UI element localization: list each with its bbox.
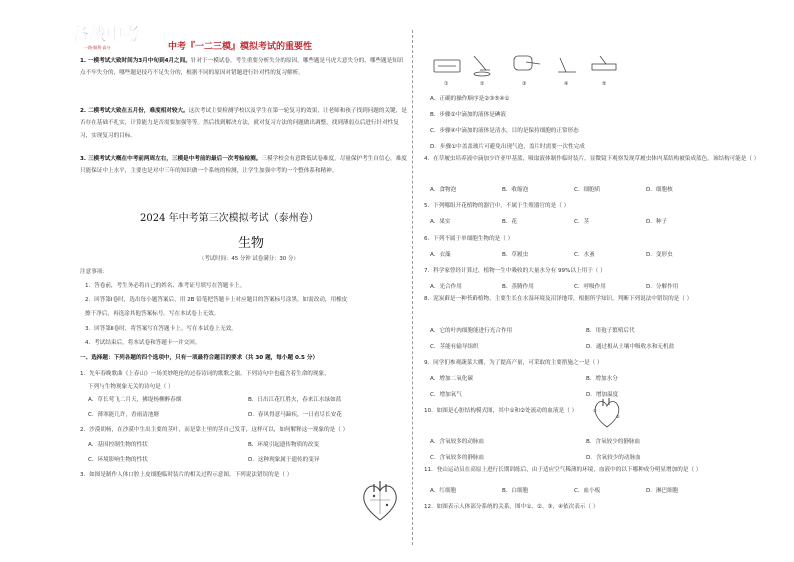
q8-option-a[interactable]: A．它的叶肉细胞能进行光合作用 [430, 328, 513, 334]
q2-option-d[interactable]: D．这种现象属于遗传的变异 [248, 457, 320, 463]
q6-option-b[interactable]: B．草履虫 [502, 252, 529, 258]
cheek-cell-steps-diagram [430, 52, 640, 88]
q1-option-b[interactable]: B．日出江花红胜火，春来江水绿如蓝 [248, 397, 342, 403]
intro-paragraph-3 [80, 153, 408, 178]
q8-option-d[interactable]: D．通过根从土壤中吸收水和无机盐 [586, 344, 675, 350]
q3-option-b[interactable]: B．步骤②中滴加的液体是碘液 [430, 112, 506, 118]
step-label-4: ④ [564, 81, 569, 87]
question-6-stem: 6．下列不属于单细胞生物的是（ ） [424, 236, 514, 242]
q2-option-b[interactable]: B．环境引起遗传物质的改变 [248, 442, 319, 448]
q7-option-c[interactable]: C．呼吸作用 [574, 284, 606, 290]
notes-heading: 注意事项： [80, 269, 108, 275]
q9-option-b[interactable]: B．增加水分 [586, 376, 618, 382]
intro-paragraph-2 [80, 105, 408, 142]
exam-info: （考试时间：45 分钟 试卷满分：30 分） [199, 256, 299, 262]
note-item: 1．答卷前，考生务必将自己的姓名、准考证号填写在答题卡上。 [85, 283, 246, 289]
question-2-stem: 2．沙漠胡杨，在沙漠中生出主要的茎叶，而是靠土里的茎自己发芽，这样可以，如何解释这一现象的是（ ） [80, 427, 349, 433]
note-item: 3．回答第Ⅱ卷时，将答案写在答题卡上。写在本试卷上无效。 [85, 326, 237, 332]
question-12-stem: 12．如图表示人体部分系统的关系，图中①、②、③、④依次表示（ ） [424, 504, 599, 510]
svg-text:①: ① [593, 408, 597, 413]
question-1-stem-cont: 下列与生物现象无关的诗句是（ ） [88, 384, 174, 390]
question-3-stem: 3．如图是制作人体口腔上皮细胞临时装片的相关过程示意图，下列说法错误的是（ ） [80, 472, 293, 478]
q9-option-a[interactable]: A．增加二氧化碳 [430, 376, 473, 382]
q1-option-d[interactable]: D．春风得意马蹄疾，一日看尽长安花 [248, 412, 342, 418]
question-9-stem: 9．同学们参观蔬菜大棚，为了提高产量，可采取的主要措施之一是（ ） [424, 360, 603, 366]
intro-text: 针对于一模试卷，考生重要分析失分的原因，哪些题是马虎大意失分的，哪些题是知识点不牢失分的，哪些题是技巧不足失分的，根据不同的原因对错题进行针对性的复习解析。 [80, 58, 404, 77]
intro-lead: 3. 三模考试大概在中考前两周左右，三模是中考前的最后一次考验检测。 [80, 156, 262, 162]
q6-option-a[interactable]: A．衣藻 [430, 252, 451, 258]
q2-option-c[interactable]: C．环境影响生物的性状 [88, 457, 148, 463]
q7-option-d[interactable]: D．分解作用 [646, 284, 679, 290]
intro-lead: 2. 二模考试大致在五月份，难度相对较大。 [80, 108, 189, 114]
column-divider [412, 30, 413, 545]
step-label-2: ② [480, 81, 485, 87]
intro-text: 三模学校会有意降低试卷难度，尽量保护考生自信心，难度只能保证中上水平，主要也是对中三年的知识做一个系统的检测，让学生加强中考的一个整体系和精神。 [80, 156, 407, 175]
q5-option-a[interactable]: A．果实 [430, 219, 451, 225]
intro-paragraph-1 [80, 55, 408, 80]
q3-option-d[interactable]: D．步骤①中盖盖玻片可避免出现气泡，盖片时需要一次性完成 [430, 144, 585, 150]
q6-option-d[interactable]: D．变形虫 [646, 252, 673, 258]
q8-option-c[interactable]: C．茎能有输导组织 [430, 344, 479, 350]
q4-option-b[interactable]: B．收缩泡 [502, 187, 529, 193]
q5-option-c[interactable]: C．茎 [574, 219, 590, 225]
step-label-5: ⑤ [602, 81, 607, 87]
step-label-3: ③ [522, 81, 527, 87]
q5-option-b[interactable]: B．花 [502, 219, 518, 225]
q3-option-a[interactable]: A．正确的操作顺序是②③⑤④① [430, 96, 510, 102]
q7-option-a[interactable]: A．光合作用 [430, 284, 462, 290]
heart-structure-diagram [590, 396, 624, 430]
q10-option-c[interactable]: C．含氧较多的静脉血 [430, 455, 485, 461]
q4-option-c[interactable]: C．细胞质 [574, 187, 601, 193]
q9-option-d[interactable]: D．增加温度 [586, 392, 619, 398]
q7-option-b[interactable]: B．蒸腾作用 [502, 284, 534, 290]
q9-option-c[interactable]: C．增加氧气 [430, 392, 462, 398]
question-1-stem: 1．先年春晚歌曲《上春山》一场美妙绝伦的过春诗词的歌歌之旅，下列诗句中也蕴含着生命的现象， [80, 371, 330, 377]
question-10-stem: 10．如图是心脏结构模式图，其中①和②处流动的血液是（ ） [424, 408, 578, 414]
q6-option-c[interactable]: C．水蚤 [574, 252, 595, 258]
q11-option-c[interactable]: C．血小板 [574, 488, 601, 494]
q10-option-d[interactable]: D．含氧较少的动脉血 [586, 455, 641, 461]
q10-option-a[interactable]: A．含氧较多的动脉血 [430, 439, 485, 445]
question-4-stem: 4．在草履虫培养液中滴加少许亚甲基蓝，吸取液体制作临时装片，显微镜下观察发现草履虫体内某结构被染成蓝色，该结构可能是（ ） [424, 156, 760, 162]
q8-option-b[interactable]: B．用孢子繁殖后代 [586, 328, 635, 334]
q1-option-a[interactable]: A．草长莺飞二月天，拂堤杨柳醉春烟 [88, 397, 182, 403]
q11-option-b[interactable]: B．白细胞 [502, 488, 529, 494]
svg-text:一路·顺利·高分: 一路·顺利·高分 [84, 45, 111, 50]
intro-lead: 1. 一模考试大致时间为3月中旬到4月之间。 [80, 58, 191, 64]
note-item: 2．回答第Ⅰ卷时，选出每小题答案后，用 2B 铅笔把答题卡上对应题目的答案标号涂黑。如需改动，用橡皮 [85, 297, 348, 303]
svg-text:②: ② [616, 414, 620, 419]
question-11-stem: 11．登山运动员在高原上进行长期训练后，由于适应空气稀薄的环境，血液中的以下哪种成分明显增加的是（ ） [424, 467, 702, 473]
brand-logo [70, 18, 140, 52]
question-7-stem: 7．科学家曾经计算过，植物一生中吸收的大量水分有 99%以上用于（ ） [424, 268, 606, 274]
q1-option-c[interactable]: C．薄寒能几许，香雨清池塘 [88, 412, 160, 418]
section1-heading: 一、选择题：下列各题的四个选项中，只有一项最符合题目的要求（共 30 题，每小题 0.5 分） [80, 355, 319, 361]
intro-text: 这次考试主要检测学校以及学生在第一轮复习的效果，让老师和孩子找到问题的关键，是否存在基础不扎实，计算能力是否需要加强等等。然后找到解决方法，就对复习方法的问题做出调整，找到薄弱点后进行针对性复习，实现复习的目标。 [80, 108, 407, 139]
q3-option-c[interactable]: C．步骤④中滴加的液体是清水，目的是保持细胞的正常形态 [430, 128, 579, 134]
exam-subject: 生物 [238, 236, 265, 251]
q11-option-d[interactable]: D．淋巴细胞 [646, 488, 679, 494]
svg-text:备战中考: 备战中考 [72, 25, 140, 45]
exam-title: 2024 年中考第三次模拟考试（泰州卷） [140, 213, 319, 224]
q10-option-b[interactable]: B．含氧较少的静脉血 [586, 439, 641, 445]
note-item: 擦干净后，再选涂其他答案标号。写在本试卷上无效。 [85, 311, 220, 317]
q4-option-a[interactable]: A．食物泡 [430, 187, 457, 193]
notice-title: 中考『一二三模』模拟考试的重要性 [168, 42, 313, 52]
question-5-stem: 5．下列哪组开花植物的器官中，不属于生殖器官的是（ ） [424, 203, 570, 209]
q5-option-d[interactable]: D．种子 [646, 219, 668, 225]
q4-option-d[interactable]: D．细胞核 [646, 187, 673, 193]
step-label-1: ① [444, 81, 449, 87]
heart-diagram [358, 478, 402, 524]
note-item: 4．考试结束后，将本试卷和答题卡一并交回。 [85, 340, 201, 346]
q11-option-a[interactable]: A．红细胞 [430, 488, 457, 494]
q2-option-a[interactable]: A．基因控制生物的性状 [88, 442, 148, 448]
question-8-stem: 8．泥炭藓是一种苔藓植物，主要生长在水湿环境及沼泽地带，根据所学知识，判断下列说法中错误的是（ ） [424, 296, 693, 302]
